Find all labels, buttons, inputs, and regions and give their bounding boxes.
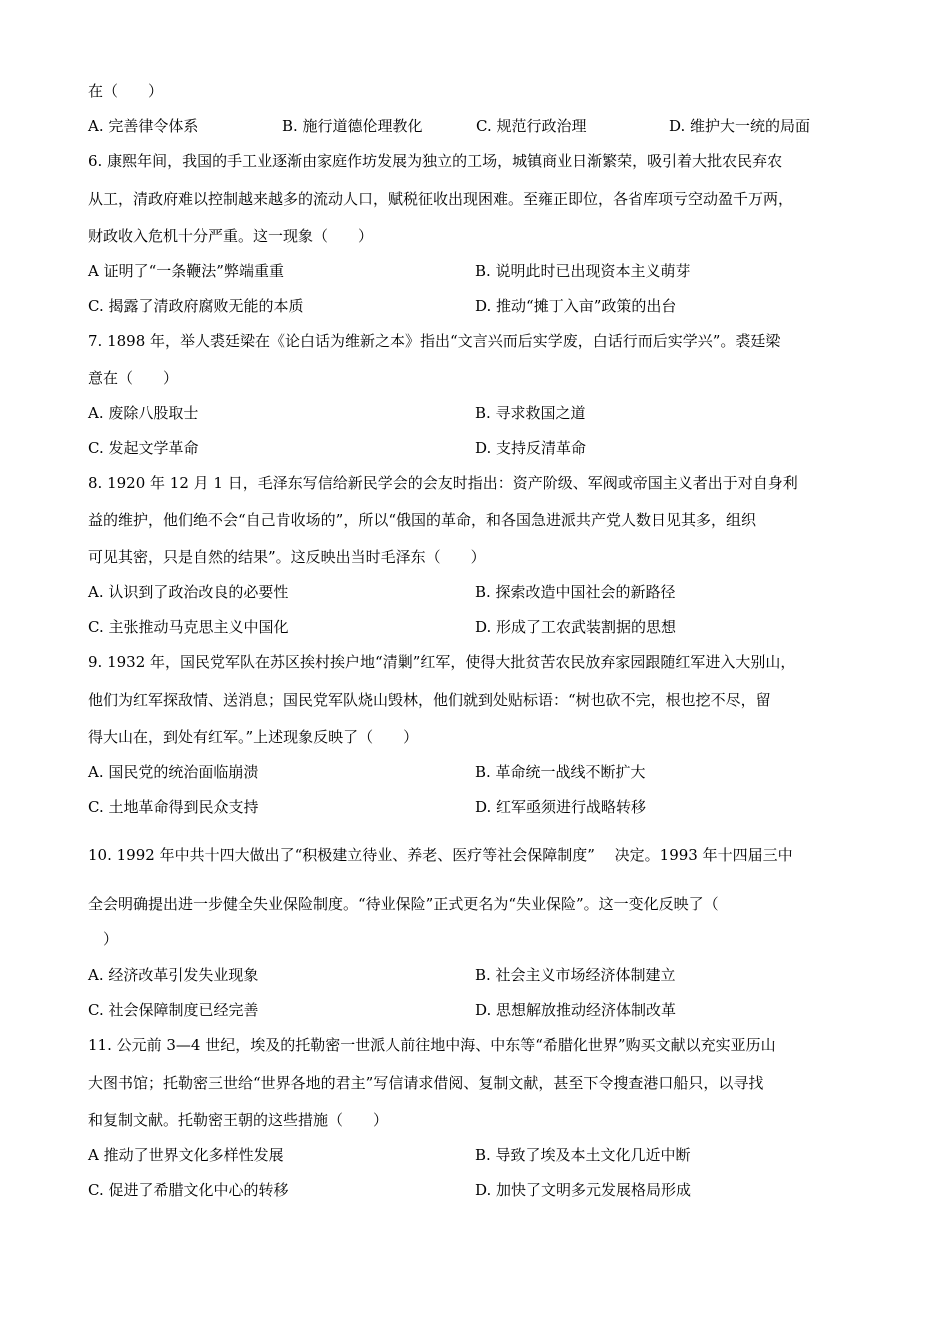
q7-option-c: C. 发起文学革命 [88,439,199,457]
q8-option-a: A. 认识到了政治改良的必要性 [88,583,289,601]
q6-option-b: B. 说明此时已出现资本主义萌芽 [475,262,691,280]
q6-stem-line: 6. 康熙年间，我国的手工业逐渐由家庭作坊发展为独立的工场，城镇商业日渐繁荣，吸引着大批农民弃农 [88,152,783,170]
q7-option-a: A. 废除八股取士 [88,404,199,422]
q9-option-d: D. 红军亟须进行战略转移 [475,798,647,816]
q8-option-b: B. 探索改造中国社会的新路径 [475,583,676,601]
q10-stem-line: 10. 1992 年中共十四大做出了“积极建立待业、养老、医疗等社会保障制度” 决定。1993 年十四届三中 [88,846,793,864]
q6-stem-line: 从工，清政府难以控制越来越多的流动人口，赋税征收出现困难。至雍正即位，各省库项亏空动盈千万两， [88,190,794,208]
q8-stem-line: 可见其密，只是自然的结果”。这反映出当时毛泽东（ ） [88,548,486,566]
q11-stem-line: 大图书馆；托勒密三世给“世界各地的君主”写信请求借阅、复制文献，甚至下令搜查港口船只，以寻找 [88,1074,764,1092]
q8-stem-line: 益的维护，他们绝不会“自己肯收场的”，所以“俄国的革命，和各国急进派共产党人数日见其多，组织 [88,511,757,529]
q6-option-a: A 证明了“一条鞭法”弊端重重 [88,262,284,280]
q5-option-d: D. 维护大一统的局面 [669,117,811,135]
q10-option-d: D. 思想解放推动经济体制改革 [475,1001,677,1019]
q6-option-c: C. 揭露了清政府腐败无能的本质 [88,297,304,315]
q10-stem-line: 全会明确提出进一步健全失业保险制度。“待业保险”正式更名为“失业保险”。这一变化反映了（ [88,895,719,913]
q11-option-c: C. 促进了希腊文化中心的转移 [88,1181,289,1199]
q8-stem-line: 8. 1920 年 12 月 1 日，毛泽东写信给新民学会的会友时指出：资产阶级、军阀或帝国主义者出于对自身利 [88,474,798,492]
q7-stem-line: 意在（ ） [88,369,179,387]
q7-option-b: B. 寻求救国之道 [475,404,586,422]
q9-option-c: C. 土地革命得到民众支持 [88,798,259,816]
q5-option-c: C. 规范行政治理 [476,117,587,135]
q10-option-a: A. 经济改革引发失业现象 [88,966,259,984]
q8-option-d: D. 形成了工农武装割据的思想 [475,618,677,636]
q11-option-a: A 推动了世界文化多样性发展 [88,1146,284,1164]
q9-stem-line: 他们为红军探敌情、送消息；国民党军队烧山毁林，他们就到处贴标语：“树也砍不完，根也挖不尽，留 [88,691,771,709]
q8-option-c: C. 主张推动马克思主义中国化 [88,618,289,636]
q7-option-d: D. 支持反清革命 [475,439,587,457]
q11-option-d: D. 加快了文明多元发展格局形成 [475,1181,692,1199]
q6-stem-line: 财政收入危机十分严重。这一现象（ ） [88,227,374,245]
q6-option-d: D. 推动“摊丁入亩”政策的出台 [475,297,677,315]
q9-option-b: B. 革命统一战线不断扩大 [475,763,646,781]
q9-stem-line: 9. 1932 年，国民党军队在苏区挨村挨户地“清剿”红军，使得大批贫苦农民放弃家园跟随红军进入大别山， [88,653,796,671]
q7-stem-line: 7. 1898 年，举人裘廷梁在《论白话为维新之本》指出“文言兴而后实学废，白话行而后实学兴”。裘廷梁 [88,332,781,350]
q5-option-b: B. 施行道德伦理教化 [282,117,423,135]
q9-option-a: A. 国民党的统治面临崩溃 [88,763,259,781]
q9-stem-line: 得大山在，到处有红军。”上述现象反映了（ ） [88,728,419,746]
q10-stem-line: ） [88,930,119,948]
q5-stem-tail: 在（ ） [88,82,164,100]
q10-option-b: B. 社会主义市场经济体制建立 [475,966,676,984]
q11-stem-line: 11. 公元前 3—4 世纪，埃及的托勒密一世派人前往地中海、中东等“希腊化世界”购买文献以充实亚历山 [88,1036,776,1054]
q10-option-c: C. 社会保障制度已经完善 [88,1001,259,1019]
q5-option-a: A. 完善律令体系 [88,117,199,135]
q11-option-b: B. 导致了埃及本土文化几近中断 [475,1146,691,1164]
q11-stem-line: 和复制文献。托勒密王朝的这些措施（ ） [88,1111,389,1129]
